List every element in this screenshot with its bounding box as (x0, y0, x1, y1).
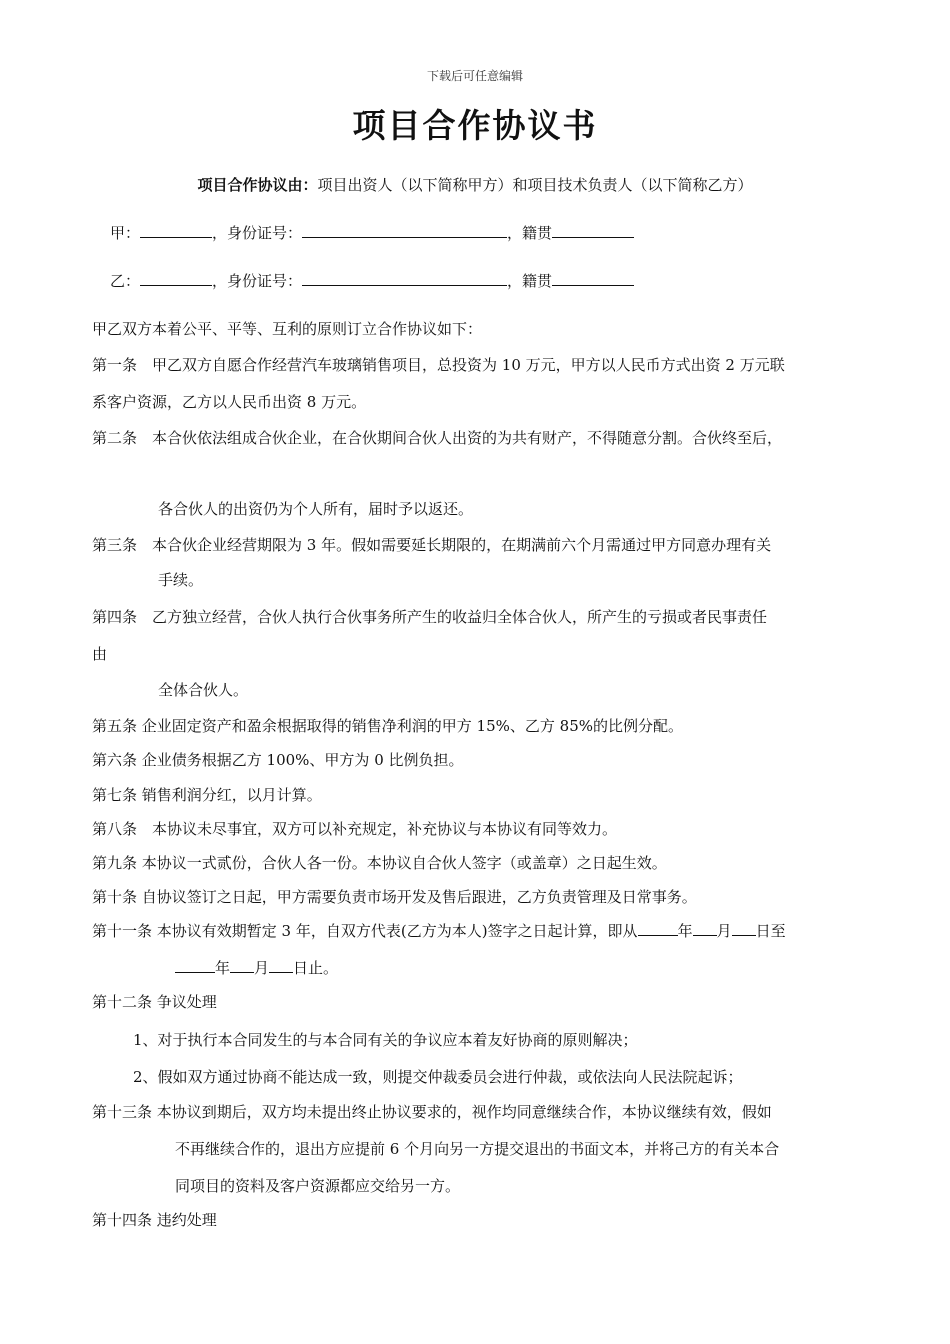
article-13-line-3: 同项目的资料及客户资源都应交给另一方。 (175, 1177, 461, 1195)
party-b-id-label: ，身份证号： (212, 272, 303, 290)
article-4-line-3: 全体合伙人。 (158, 681, 249, 699)
article-12-item-1: 1、对于执行本合同发生的与本合同有关的争议应本着友好协商的原则解决； (133, 1031, 638, 1049)
party-b-id-blank[interactable] (302, 271, 507, 286)
article-5: 第五条 企业固定资产和盈余根据取得的销售净利润的甲方 15%、乙方 85%的比例分配。 (92, 717, 683, 735)
article-12-item-2: 2、假如双方通过协商不能达成一致，则提交仲裁委员会进行仲裁，或依法向人民法院起诉； (133, 1068, 743, 1086)
end-year-blank[interactable] (175, 958, 215, 973)
article-7: 第七条 销售利润分红，以月计算。 (92, 786, 322, 804)
document-title: 项目合作协议书 (352, 106, 598, 145)
end-month-label: 月 (254, 959, 270, 977)
party-a-origin-blank[interactable] (552, 223, 634, 238)
start-year-label: 年 (677, 922, 693, 940)
party-b-origin-label: ，籍贯 (507, 272, 553, 290)
party-b-name-blank[interactable] (140, 271, 212, 286)
party-a-id-label: ，身份证号： (212, 224, 303, 242)
article-11-line-2 (175, 957, 338, 978)
start-month-blank[interactable] (693, 921, 717, 936)
party-b-origin-blank[interactable] (552, 271, 634, 286)
article-4-line-1: 第四条 乙方独立经营，合伙人执行合伙事务所产生的收益归全体合伙人，所产生的亏损或者民事责任 (92, 608, 768, 626)
party-a-name-blank[interactable] (140, 223, 212, 238)
start-month-label: 月 (716, 922, 732, 940)
party-b-line (110, 270, 634, 291)
article-2-line-1: 第二条 本合伙依法组成合伙企业，在合伙期间合伙人出资的为共有财产，不得随意分割。合伙终至后， (92, 429, 783, 447)
article-9: 第九条 本协议一式贰份，合伙人各一份。本协议自合伙人签字（或盖章）之日起生效。 (92, 854, 667, 872)
article-3-line-2: 手续。 (158, 571, 204, 589)
article-2-line-2: 各合伙人的出资仍为个人所有，届时予以返还。 (158, 500, 474, 518)
article-1-line-2: 系客户资源，乙方以人民币出资 8 万元。 (92, 393, 367, 411)
article-4-line-2: 由 (92, 645, 108, 663)
article-14-title: 第十四条 违约处理 (92, 1211, 217, 1229)
article-12-title: 第十二条 争议处理 (92, 993, 217, 1011)
start-year-blank[interactable] (638, 921, 678, 936)
party-a-origin-label: ，籍贯 (507, 224, 553, 242)
intro-line (0, 174, 950, 195)
end-day-blank[interactable] (269, 958, 293, 973)
article-1-line-1: 第一条 甲乙双方自愿合作经营汽车玻璃销售项目，总投资为 10 万元，甲方以人民币方式出资 2 万元联 (92, 356, 785, 374)
party-a-id-blank[interactable] (302, 223, 507, 238)
end-day-label: 日止。 (293, 959, 339, 977)
end-year-label: 年 (215, 959, 231, 977)
start-day-blank[interactable] (732, 921, 756, 936)
intro-bold: 项目合作协议由： (197, 176, 318, 194)
intro-rest: 项目出资人（以下简称甲方）和项目技术负责人（以下简称乙方） (317, 176, 753, 194)
article-11-text: 第十一条 本协议有效期暂定 3 年，自双方代表(乙方为本人)签字之日起计算，即从 (92, 922, 638, 940)
preamble: 甲乙双方本着公平、平等、互利的原则订立合作协议如下： (92, 320, 483, 338)
article-8: 第八条 本协议未尽事宜，双方可以补充规定，补充协议与本协议有同等效力。 (92, 820, 618, 838)
start-day-label: 日至 (755, 922, 786, 940)
article-11-line-1 (92, 920, 786, 941)
article-3-line-1: 第三条 本合伙企业经营期限为 3 年。假如需要延长期限的，在期满前六个月需通过甲方同意办理有关 (92, 536, 772, 554)
party-a-line (110, 222, 634, 243)
end-month-blank[interactable] (230, 958, 254, 973)
party-b-label: 乙： (110, 272, 141, 290)
header-note: 下载后可任意编辑 (426, 69, 523, 83)
article-6: 第六条 企业债务根据乙方 100%、甲方为 0 比例负担。 (92, 751, 464, 769)
article-10: 第十条 自协议签订之日起，甲方需要负责市场开发及售后跟进，乙方负责管理及日常事务。 (92, 888, 697, 906)
article-13-line-1: 第十三条 本协议到期后，双方均未提出终止协议要求的，视作均同意继续合作，本协议继续有效，假如 (92, 1103, 772, 1121)
article-13-line-2: 不再继续合作的，退出方应提前 6 个月向另一方提交退出的书面文本，并将己方的有关本合 (175, 1140, 780, 1158)
party-a-label: 甲： (110, 224, 141, 242)
